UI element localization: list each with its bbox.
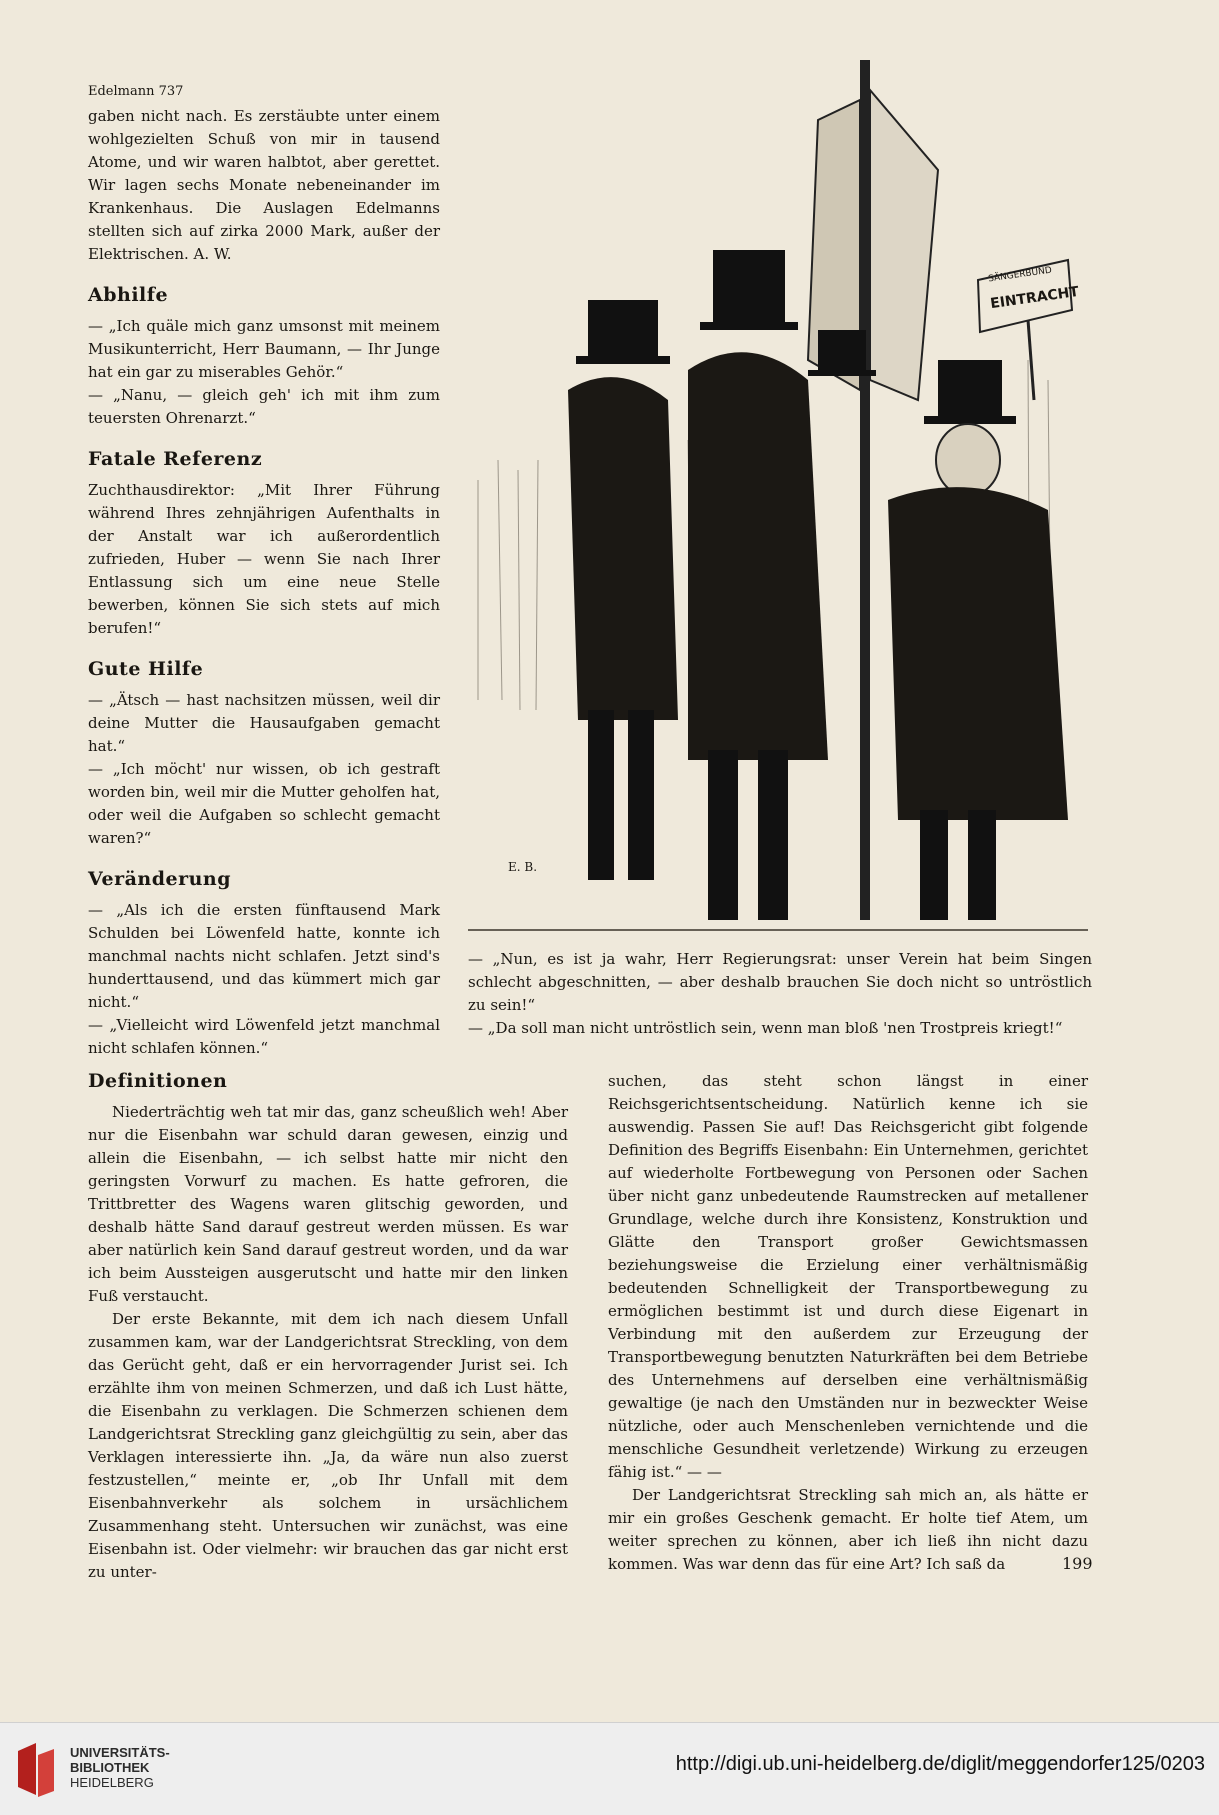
section-paragraph: — „Als ich die ersten fünftausend Mark Schulden bei Löwenfeld hatte, konnte ich manchmal nachts nicht schlafen. Jetzt sind's hunderttausend, und das kümmert mich gar nicht.“ [88,901,440,1011]
section-paragraph: — „Ich quäle mich ganz umsonst mit meinem Musikunterricht, Herr Baumann, — Ihr Junge hat ein gar zu miserables Gehör.“ [88,317,440,381]
article-paragraph: Der Landgerichtsrat Streckling sah mich an, als hätte er mir ein großes Geschenk gemacht. Er holte tief Atem, um weiter sprechen zu können, aber ich ließ ihn nicht dazu kommen. Was war denn das für eine Art? Ich saß da [608,1486,1088,1573]
article-heading: Definitionen [88,1070,228,1092]
library-name-line-3: HEIDELBERG [70,1775,154,1790]
sign-text-2: EINTRACHT [989,283,1080,313]
library-footer [0,1722,1219,1815]
article-paragraph: Niederträchtig weh tat mir das, ganz scheußlich weh! Aber nur die Eisenbahn war schuld daran gewesen, einzig und allein die Eisenbahn, — ich selbst hatte mir nicht den geringsten Vorwurf zu machen. Es hatte gefroren, die Trittbretter des Wagens waren glitschig geworden, und deshalb hätte Sand darauf gestreut werden müssen. Es war aber natürlich kein Sand darauf gestreut worden, und da war ich beim Aussteigen ausgerutscht und hatte mir den linken Fuß verstaucht. [88,1103,568,1305]
library-name-line-2: BIBLIOTHEK [70,1760,150,1775]
intro-paragraph: gaben nicht nach. Es zerstäubte unter einem wohlgezielten Schuß von mir in tausend Atome, und wir waren halbtot, aber gerettet. Wir lagen sechs Monate nebeneinander im Krankenhaus. Die Auslagen Edelmanns stellten sich auf zirka 2000 Mark, außer der Elektrischen. A. W. [88,107,440,263]
left-column [88,80,440,1060]
library-name [70,1745,170,1790]
figure-back [808,330,876,376]
cartoon-caption [468,948,1092,1040]
figure-right [888,360,1068,920]
section-paragraph: — „Vielleicht wird Löwenfeld jetzt manchmal nicht schlafen können.“ [88,1016,440,1057]
section-paragraph: — „Ich möcht' nur wissen, ob ich gestraft worden bin, weil mir die Mutter geholfen hat, oder weil die Aufgaben so schlecht gemacht waren?“ [88,760,440,847]
cartoon-illustration [468,60,1088,940]
section-heading-gute-hilfe: Gute Hilfe [88,658,204,680]
section-paragraph: — „Ätsch — hast nachsitzen müssen, weil dir deine Mutter die Hausaufgaben gemacht hat.“ [88,691,440,755]
library-name-line-1: UNIVERSITÄTS- [70,1745,170,1760]
article-right-column [608,1070,1088,1576]
section-paragraph: Zuchthausdirektor: „Mit Ihrer Führung während Ihres zehnjährigen Aufenthalts in der Anstalt war ich außerordentlich zufrieden, Huber — wenn Sie nach Ihrer Entlassung sich um eine neue Stelle bewerben, können Sie sich stets auf mich berufen!“ [88,481,440,637]
section-paragraph: — „Nanu, — gleich geh' ich mit ihm zum teuersten Ohrenarzt.“ [88,386,440,427]
article-paragraph: Der erste Bekannte, mit dem ich nach diesem Unfall zusammen kam, war der Landgerichtsrat Streckling, von dem das Gerücht geht, daß er ein hervorragender Jurist sei. Ich erzählte ihm von meinen Schmerzen, und daß ich Lust hätte, die Eisenbahn zu verklagen. Die Schmerzen schienen dem Landgerichtsrat Streckling ganz gleichgültig zu sein, aber das Verklagen interessierte ihn. „Ja, da wäre nun also zuerst festzustellen,“ meinte er, „ob Ihr Unfall mit dem Eisenbahnverkehr als solchem in ursächlichem Zusammenhang steht. Untersuchen wir zunächst, was eine Eisenbahn ist. Oder vielmehr: wir brauchen das gar nicht erst zu unter- [88,1310,568,1581]
figure-left [568,300,678,880]
section-heading-abhilfe: Abhilfe [88,284,169,306]
running-head: Edelmann 737 [88,84,184,99]
sign-text-1: SÄNGERBUND [987,265,1053,285]
artist-signature: E. B. [508,860,538,874]
article-paragraph: suchen, das steht schon längst in einer Reichsgerichtsentscheidung. Natürlich kenne ich sie auswendig. Passen Sie auf! Das Reichsgericht gibt folgende Definition des Begriffs Eisenbahn: Ein Unternehmen, gerichtet auf wiederholte Fortbewegung von Personen oder Sachen über nicht ganz unbedeutende Raumstrecken auf metallener Grundlage, welche durch ihre Konsistenz, Konstruktion und Glätte den Transport großer Gewichtsmassen beziehungsweise die Erzielung einer verhältnismäßig bedeutenden Schnelligkeit der Transportbewegung zu ermöglichen bestimmt ist und durch diese Eigenart in Verbindung mit den außerdem zur Erzeugung der Transportbewegung benutzten Naturkräften bei dem Betriebe des Unternehmens auf derselben eine verhältnismäßig gewaltige (je nach den Umständen nur in bezweckter Weise nützliche, oder auch Menschenleben vernichtende und die menschliche Gesundheit verletzende) Wirkung zu erzeugen fähig ist.“ — — [608,1072,1088,1481]
section-heading-veraenderung: Veränderung [88,868,232,890]
article-left-column [88,1070,568,1584]
caption-line-1: — „Nun, es ist ja wahr, Herr Regierungsrat: unser Verein hat beim Singen schlecht abgeschnitten, — aber deshalb brauchen Sie doch nicht so untröstlich zu sein!“ [468,950,1092,1014]
university-library-logo-icon [14,1741,58,1797]
figure-center [688,250,828,920]
cartoon-drawing [468,60,1088,940]
source-url-link[interactable]: http://digi.ub.uni-heidelberg.de/diglit/meggendorfer125/0203 [675,1753,1205,1775]
section-heading-fatale-referenz: Fatale Referenz [88,448,263,470]
page-number: 199 [1062,1554,1093,1573]
caption-line-2: — „Da soll man nicht untröstlich sein, wenn man bloß 'nen Trostpreis kriegt!“ [468,1019,1063,1037]
